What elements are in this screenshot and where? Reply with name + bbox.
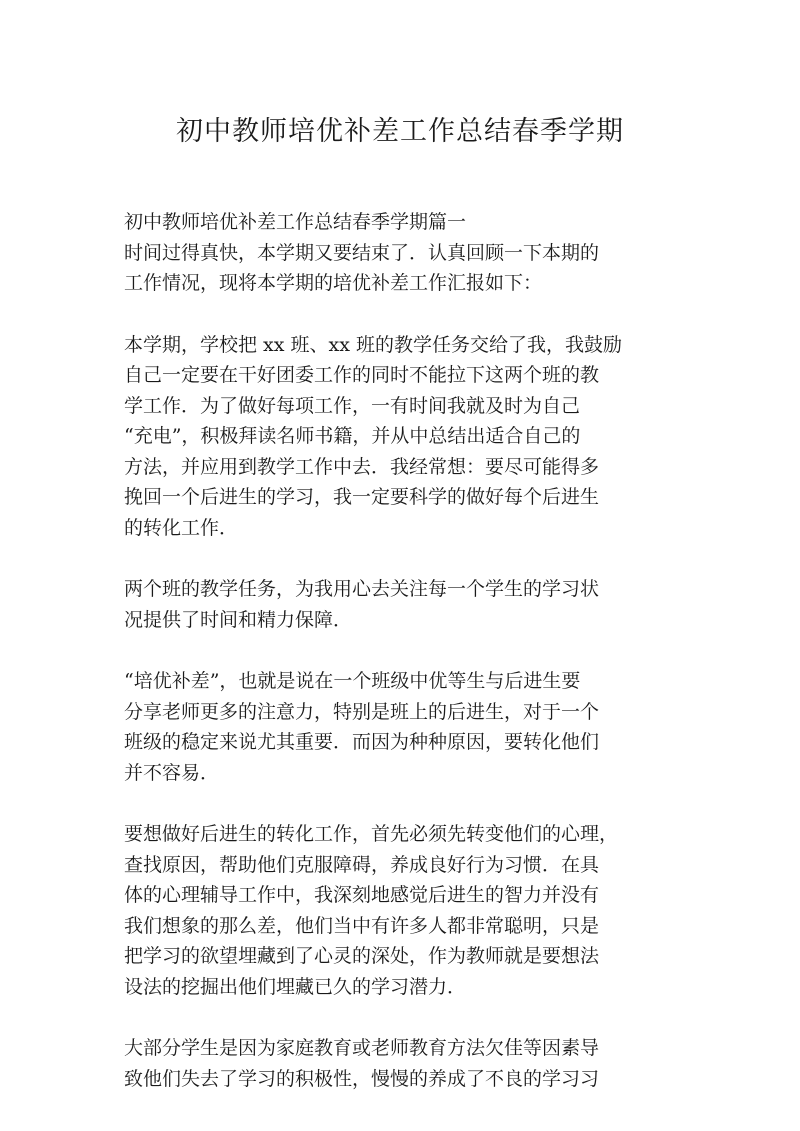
text-line: 自己一定要在干好团委工作的同时不能拉下这两个班的教	[124, 364, 600, 386]
paragraph	[124, 574, 684, 635]
text-line: 两个班的教学任务，为我用心去关注每一个学生的学习状	[124, 578, 600, 600]
text-line: 并不容易．	[124, 761, 220, 784]
paragraph	[124, 1033, 684, 1094]
text-line: 查找原因，帮助他们克服障碍，养成良好行为习惯．在具	[124, 853, 600, 876]
text-line: “培优补差”，也就是说在一个班级中优等生与后进生要	[124, 670, 581, 692]
text-line: 分享老师更多的注意力，特别是班上的后进生，对于一个	[124, 700, 600, 723]
text-line: 初中教师培优补差工作总结春季学期篇一	[124, 211, 467, 233]
paragraph	[124, 330, 684, 544]
paragraph	[124, 666, 684, 788]
paragraph-gap	[124, 1002, 684, 1033]
text-line: 致他们失去了学习的积极性，慢慢的养成了不良的学习习	[124, 1067, 600, 1090]
text-line: 工作情况，现将本学期的培优补差工作汇报如下：	[124, 272, 543, 294]
text-line: 挽回一个后进生的学习，我一定要科学的做好每个后进生	[124, 486, 600, 508]
text-line: 本学期，学校把 xx 班、xx 班的教学任务交给了我，我鼓励	[124, 333, 622, 356]
paragraph-gap	[124, 788, 684, 819]
text-line: 要想做好后进生的转化工作，首先必须先转变他们的心理，	[124, 823, 619, 845]
text-line: 体的心理辅导工作中，我深刻地感觉后进生的智力并没有	[124, 884, 600, 906]
text-line: 设法的挖掘出他们埋藏已久的学习潜力．	[124, 975, 467, 998]
text-line: 方法，并应用到教学工作中去．我经常想：要尽可能得多	[124, 455, 600, 478]
text-line: 况提供了时间和精力保障．	[124, 608, 353, 631]
text-line: 大部分学生是因为家庭教育或老师教育方法欠佳等因素导	[124, 1037, 600, 1059]
paragraph-gap	[124, 299, 684, 330]
paragraph	[124, 819, 684, 1002]
text-line: 的转化工作．	[124, 516, 239, 539]
document-body	[124, 207, 684, 1094]
text-line: 时间过得真快，本学期又要结束了．认真回顾一下本期的	[124, 241, 600, 264]
text-line: 我们想象的那么差，他们当中有许多人都非常聪明，只是	[124, 914, 600, 937]
text-line: “充电”，积极拜读名师书籍，并从中总结出适合自己的	[124, 425, 581, 447]
document-title: 初中教师培优补差工作总结春季学期	[176, 116, 624, 147]
text-line: 学工作．为了做好每项工作，一有时间我就及时为自己	[124, 394, 581, 417]
text-line: 班级的稳定来说尤其重要．而因为种种原因，要转化他们	[124, 731, 600, 753]
paragraph-gap	[124, 543, 684, 574]
paragraph	[124, 207, 684, 299]
paragraph-gap	[124, 635, 684, 666]
text-line: 把学习的欲望埋藏到了心灵的深处，作为教师就是要想法	[124, 945, 600, 967]
